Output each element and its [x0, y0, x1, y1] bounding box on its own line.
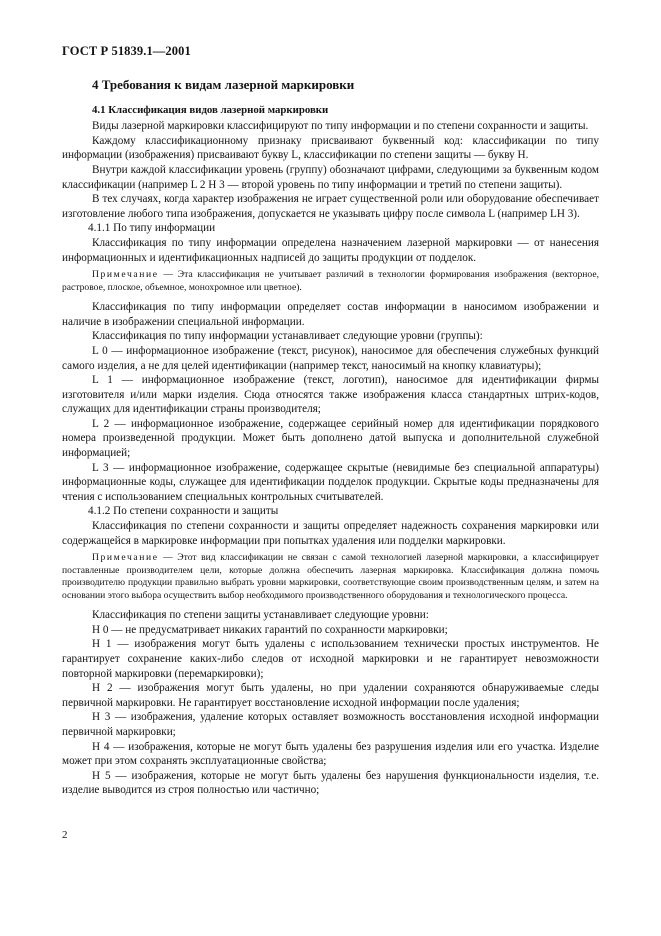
list-item-l1: L 1 — информационное изображение (текст, логотип), наносимое для идентификации фирмы изготовителя и/или марки изделия. Сюда относятся также изображения класса стандартных штрих-кодов, служащих для идентификации страны производителя;: [62, 374, 599, 416]
paragraph: Классификация по степени защиты устанавливает следующие уровни:: [92, 609, 429, 622]
list-item-h5: Н 5 — изображения, которые не могут быть удалены без нарушения функциональности изделия, т.е. изделие выводится из строя полностью или частично;: [62, 769, 599, 797]
document-header: ГОСТ Р 51839.1—2001: [62, 44, 191, 58]
list-item-h1: Н 1 — изображения могут быть удалены с использованием технически простых инструментов. Не гарантирует сохранение каких-либо следов от исходной маркировки и не гарантирует невозможности повторной маркировки (перемаркировки);: [62, 638, 599, 680]
paragraph: Каждому классификационному признаку присваивают буквенный код: классификации по типу информации (изображения) присваивают букву L, классификации по степени защиты — букву Н.: [62, 134, 599, 162]
item-heading-4-1-1: 4.1.1 По типу информации: [88, 222, 216, 235]
list-item-h3: Н 3 — изображения, удаление которых оставляет возможность восстановления исходной информации первичной маркировки;: [62, 711, 599, 738]
list-item-h2: Н 2 — изображения могут быть удалены, но при удалении сохраняются обнаруживаемые следы первичной маркировки. Не гарантирует восстановление исходной информации после удаления;: [62, 682, 599, 709]
list-item-h0: Н 0 — не предусматривает никаких гарантий по сохранности маркировки;: [92, 623, 448, 636]
note-1: [62, 269, 599, 294]
list-item-l0: L 0 — информационное изображение (текст, рисунок), наносимое для обеспечения служебных функций самого изделия, а не для целей идентификации (например текст, наносимый на кнопку клавиатуры);: [62, 344, 599, 372]
section-title: 4 Требования к видам лазерной маркировки: [92, 77, 355, 92]
note-label: Примечание: [92, 552, 159, 564]
item-heading-4-1-2: 4.1.2 По степени сохранности и защиты: [88, 505, 279, 518]
list-item-l2: L 2 — информационное изображение, содержащее серийный номер для идентификации порядкового номера произведенной продукции. Может быть дополнено датой выпуска и дополнительной служебной информацией;: [62, 417, 599, 460]
paragraph: Виды лазерной маркировки классифицируют по типу информации и по степени сохранности и защиты.: [92, 120, 589, 133]
list-item-h4: Н 4 — изображения, которые не могут быть удалены без разрушения изделия или его участка. Изделие может при этом сохранять эксплуатационные свойства;: [62, 740, 599, 768]
note-label: Примечание: [92, 269, 159, 281]
paragraph: Классификация по типу информации устанавливает следующие уровни (группы):: [92, 330, 483, 343]
paragraph: Классификация по типу информации определена назначением лазерной маркировки — от нанесения информационных и идентификационных надписей до защиты продукции от подделок.: [62, 236, 599, 264]
list-item-l3: L 3 — информационное изображение, содержащее скрытые (невидимые без специальной аппаратуры) информационные коды, служащее для идентификации подделок продукции. Скрытые коды предназначены для чтения с использованием специальных контрольных считывателей.: [62, 461, 599, 503]
document-body: [62, 74, 599, 798]
note-text: — Эта классификация не учитывает различий в технологии формирования изображения (векторное, растровое, плоское, объемное, монохромное или цветное).: [62, 269, 599, 293]
paragraph: Классификация по степени сохранности и защиты определяет надежность сохранения маркировки или содержащейся в маркировке информации при попытках удаления или подделки маркировки.: [62, 520, 599, 547]
paragraph: В тех случаях, когда характер изображения не играет существенной роли или оборудование обеспечивает изготовление любого типа изображения, допускается не указывать цифру после символа L (например LH 3).: [62, 193, 599, 220]
note-2: [62, 552, 599, 602]
page-number: 2: [62, 829, 68, 841]
subsection-title: 4.1 Классификация видов лазерной маркировки: [92, 103, 329, 116]
note-text: — Этот вид классификации не связан с самой технологией лазерной маркировки, а классифицирует поставленные производителем цели, которые должна обеспечить лазерная маркировка. Классификация должна помочь производителю продукции правильно выбрать уровни маркировки, соответствующие своим производственным целям, и затем на основании этого выбора осуществить выбор необходимого производственного оборудования и технологического процесса.: [62, 552, 599, 601]
paragraph: Классификация по типу информации определяет состав информации в наносимом изображении и наличие в изображении специальной информации.: [62, 301, 599, 328]
paragraph: Внутри каждой классификации уровень (группу) обозначают цифрами, следующими за буквенным кодом классификации (например L 2 Н 3 — второй уровень по типу информации и третий по степени защиты).: [62, 163, 599, 191]
